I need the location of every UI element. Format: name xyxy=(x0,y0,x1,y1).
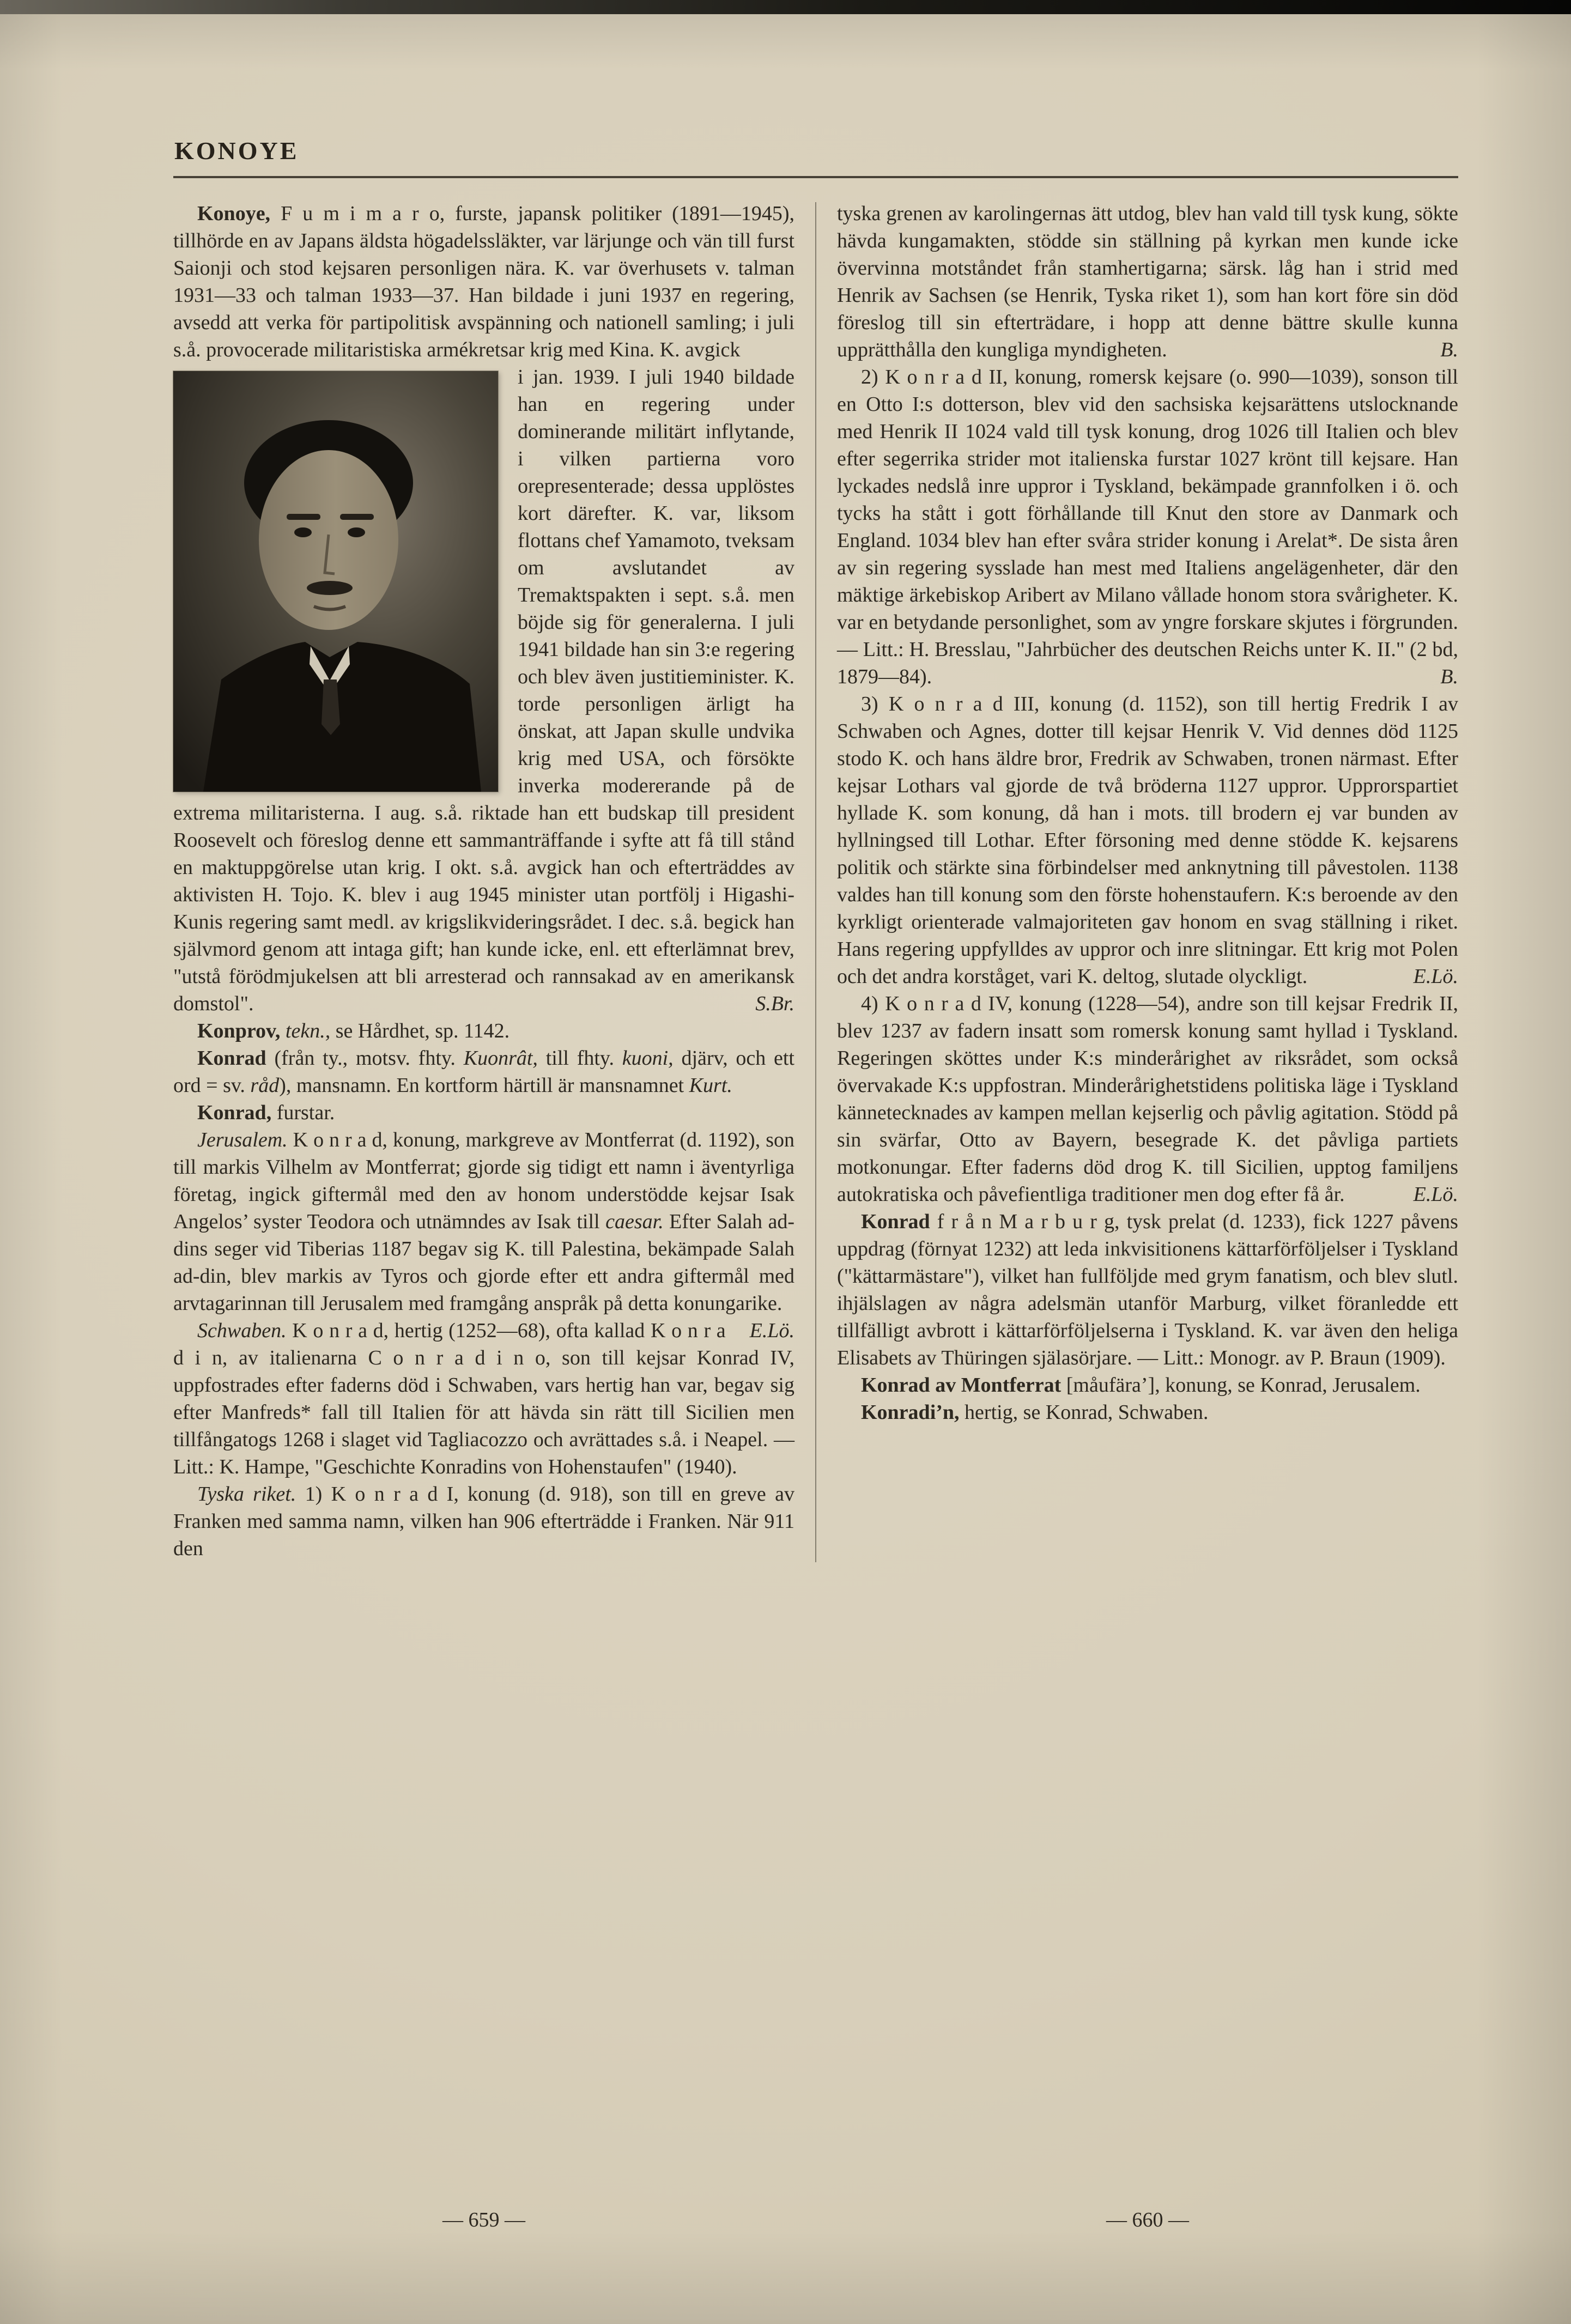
text-segment: (från ty., motsv. fhty. xyxy=(274,1047,464,1070)
text-segment: Jerusalem. xyxy=(197,1128,293,1151)
page-number-left: — 659 — xyxy=(442,2208,525,2231)
text-segment: Kuonrât, xyxy=(463,1047,546,1070)
text-segment: K o n r a d, konung, markgreve av Montferrat (d. 1192), son till markis Vilhelm av Montferrat; gjorde sig tidigt ett namn i äventyrliga företag, ingick giftermål med den av honom understödde kejsar Isak Angelos’ syster Teodora och utnämndes av Isak till xyxy=(173,1128,794,1233)
text-segment: Efter Salah ad-dins seger vid Tiberias 1187 begav sig K. till Palestina, bekämpade Salah ad-din, blev markis av Tyros och gjorde efter ett andra giftermål med arvtagarinnan till Jerusalem med framgång anspråk på detta konungarike. xyxy=(173,1210,795,1315)
entry-konrad-tyska-riket-1 xyxy=(173,1480,794,1562)
text-segment: 1) K o n r a d I, konung (d. 918), son till en greve av Franken med samma namn, vilken han 906 efterträdde i Franken. När 911 den xyxy=(173,1483,794,1560)
entry-konrad-tyska-riket-3 xyxy=(837,690,1458,990)
text-segment: djärv, och ett ord = sv. xyxy=(173,1047,794,1097)
entry-konoye-part1 xyxy=(173,200,794,363)
text-segment: K o n r a d, hertig (1252—68), ofta kallad K o n r a d i n, av italienarna C o n r a d i n o, son till kejsar Konrad IV, uppfostrades efter faderns död i Schwaben, vars hertig han var, begav sig efter Manfreds* fall till Italien för att hävda sin rätt till Sicilien men tillfångatogs 1268 i slaget vid Tagliacozzo och avrättades s.å. i Neapel. — Litt.: K. Hampe, "Geschichte Konradins von Hohenstaufen" (1940). xyxy=(173,1319,794,1478)
text-segment: se Hårdhet, sp. 1142. xyxy=(335,1020,510,1042)
konoye-portrait-photo xyxy=(173,371,498,792)
entry-konrad-furstar xyxy=(173,1099,794,1126)
text-segment: S.Br. xyxy=(755,992,794,1015)
entry-konradin xyxy=(837,1399,1458,1426)
text-segment: [måufära’], konung, se Konrad, Jerusalem. xyxy=(1066,1374,1421,1397)
text-segment: Konrad, xyxy=(197,1101,277,1124)
column-divider xyxy=(815,202,816,1562)
text-segment: Kurt. xyxy=(689,1074,732,1097)
text-segment: Konprov, xyxy=(197,1020,286,1042)
page-numbers xyxy=(173,2208,1458,2232)
text-segment: f r å n M a r b u r g, tysk prelat (d. 1233), fick 1227 påvens uppdrag (förnyat 1232) att leda inkvisitionens kättarförföljelser i Tyskland ("kättarmästare"), vilket han fullföljde med grym fanatism, och blev slutl. ihjälslagen av några adelsmän utanför Marburg, vilket föranledde ett tillfälligt avbrott i kättarförföljelserna i Tyskland. K. var även den heliga Elisabets av Thüringen själasörjare. — Litt.: Monogr. av P. Braun (1909). xyxy=(837,1210,1458,1369)
text-segment: Konrad xyxy=(197,1047,275,1070)
text-segment: E.Lö. xyxy=(749,1319,794,1342)
scan-edge-top xyxy=(0,0,1571,14)
running-header: KONOYE xyxy=(174,137,299,165)
text-segment: F u m i m a r o, furste, japansk politiker (1891—1945), tillhörde en av Japans äldsta högadelssläkter, var lärjunge och vän till furst Saionji och stod kejsaren personligen nära. K. var överhusets v. talman 1931—33 och talman 1933—37. Han bildade i juni 1937 en regering, avsedd att verka för partipolitisk avspänning och nationell samling; i juli s.å. provocerade militaristiska armékretsar krig med Kina. K. avgick xyxy=(173,202,794,361)
text-segment: furstar. xyxy=(276,1101,335,1124)
entry-konrad-schwaben xyxy=(173,1317,794,1480)
entry-konrad-tyska-riket-1-cont xyxy=(837,200,1458,363)
entry-konrad-tyska-riket-2 xyxy=(837,363,1458,690)
entry-konrad-fran-marburg xyxy=(837,1208,1458,1372)
text-segment: tyska grenen av karolingernas ätt utdog, blev han vald till tysk kung, sökte hävda kungamakten, stödde sin ställning på kyrkan men kunde icke övervinna motståndet från stamhertigarna; särsk. låg han i strid med Henrik av Sachsen (se Henrik, Tyska riket 1), som han kort före sin död föreslog till sin efterträdare, i hopp att denne bättre skulle kunna upprätthålla den kungliga myndigheten. xyxy=(837,202,1458,361)
text-segment: B. xyxy=(1440,665,1458,688)
text-segment: ), mansnamn. En kortform härtill är mansnamnet xyxy=(279,1074,689,1097)
header-rule xyxy=(173,176,1458,178)
text-segment: Schwaben. xyxy=(197,1319,293,1342)
text-segment: råd xyxy=(250,1074,280,1097)
column-left xyxy=(173,200,794,1562)
page-number-right: — 660 — xyxy=(1106,2208,1189,2231)
entry-konrad-etymology xyxy=(173,1045,794,1099)
text-segment: till fhty. xyxy=(545,1047,622,1070)
text-segment: B. xyxy=(1440,338,1458,361)
masthead xyxy=(173,136,1458,1562)
text-segment: 4) K o n r a d IV, konung (1228—54), andre son till kejsar Fredrik II, blev 1237 av fadern insatt som romersk konung samt hyllad i Tyskland. Regeringen sköttes under K:s minderårighet av riksrådet, som också övervakade K:s uppfostran. Minderårighetstidens politiska läge i Tyskland kännetecknades av kampen mellan kejserlig och påvlig agitation. Stödd på sin svärfar, Otto av Bayern, besegrade K. det påvliga partiets motkonungar. Efter faderns död drog K. till Sicilien, upptog familjens autokratiska och påvefientliga traditioner men dog efter få år. xyxy=(837,992,1458,1206)
text-columns xyxy=(173,200,1458,1562)
text-segment: Konoye, xyxy=(197,202,281,225)
text-segment: 2) K o n r a d II, konung, romersk kejsare (o. 990—1039), sonson till en Otto I:s dotterson, blev vid den sachsiska kejsarättens utslocknande med Henrik II 1024 vald till tysk konung, drog 1026 till Italien och blev efter segerrika strider mot italienska furstar 1027 krönt till kejsare. Han lyckades nedslå inre uppror i Tyskland, bekämpade grannfolken i ö. och tycks ha stått i gott förhållande till Knut den store av Danmark och England. 1034 blev han efter svåra strider konung i Arelat*. De sista åren av sin regering sysslade han mest med Italiens angelägenheter, där den mäktige ärkebiskop Aribert av Milano vållade honom stora svårigheter. K. var en betydande personlighet, som av yngre forskare skjutes i förgrunden. — Litt.: H. Bresslau, "Jahrbücher des deutschen Reichs unter K. II." (2 bd, 1879—84). xyxy=(837,366,1458,688)
text-segment: Konradi’n, xyxy=(861,1401,965,1424)
text-segment: E.Lö. xyxy=(1413,1183,1458,1206)
text-segment: i jan. 1939. I juli 1940 bildade han en regering under dominerande militärt inflytande, i vilken partierna voro orepresenterade; dessa upplöstes kort därefter. K. var, liksom flottans chef Yamamoto, tveksam om avslutandet av Tremaktspakten i sept. s.å. men böjde sig för generalerna. I juli 1941 bildade han sin 3:e regering och blev även justitieminister. K. torde personligen ärligt ha önskat, att Japan skulle undvika krig med USA, och försökte inverka modererande på de extrema militaristerna. I aug. s.å. riktade han ett budskap till president Roosevelt och föreslog denne ett sammanträffande i syfte att få till stånd en maktuppgörelse utan krig. I okt. s.å. avgick han och efterträddes av aktivisten H. Tojo. K. blev i aug 1945 minister utan portfölj i Higashi-Kunis regering samt medl. av krigslikvideringsrådet. I dec. s.å. begick han självmord genom att intaga gift; han kunde icke, enl. ett efterlämnat brev, "utstå förödmjukelsen att bli arresterad och rannsakad av en amerikansk domstol". xyxy=(173,366,794,1015)
text-segment: Konrad xyxy=(861,1210,937,1233)
entry-konprov xyxy=(173,1017,794,1045)
text-segment: Konrad av Montferrat xyxy=(861,1374,1066,1397)
text-segment: kuoni, xyxy=(622,1047,682,1070)
text-segment: 3) K o n r a d III, konung (d. 1152), son till hertig Fredrik I av Schwaben och Agnes, dotter till kejsar Henrik V. Vid dennes död 1125 stodo K. och hans äldre bror, Fredrik av Schwaben, tronen närmast. Efter kejsar Lothars val gjorde de två bröderna 1127 uppror. Upprorspartiet hyllade K. som konung, då han i mots. till brodern ej var bunden av hyllningsed till Lothar. Efter försoning med denne stödde K. kejsarens politik och stärkte sina förbindelser med anknytning till påvestolen. 1138 valdes han till konung som den förste hohenstaufern. K:s beroende av den kyrkligt orienterade valmajoriteten gav honom en svag ställning i riket. Hans regering uppfylldes av uppror och inre slitningar. Ett krig mot Polen och det andra korståget, vari K. deltog, slutade olyckligt. xyxy=(837,693,1458,988)
text-segment: tekn., xyxy=(285,1020,336,1042)
entry-konrad-tyska-riket-4 xyxy=(837,990,1458,1208)
text-segment: E.Lö. xyxy=(1413,965,1458,988)
portrait-graphic xyxy=(173,371,498,792)
column-right xyxy=(837,200,1458,1426)
text-segment: Tyska riket. xyxy=(197,1483,305,1506)
entry-konrad-av-montferrat xyxy=(837,1372,1458,1399)
text-segment: caesar. xyxy=(605,1210,670,1233)
text-segment: hertig, se Konrad, Schwaben. xyxy=(965,1401,1209,1424)
